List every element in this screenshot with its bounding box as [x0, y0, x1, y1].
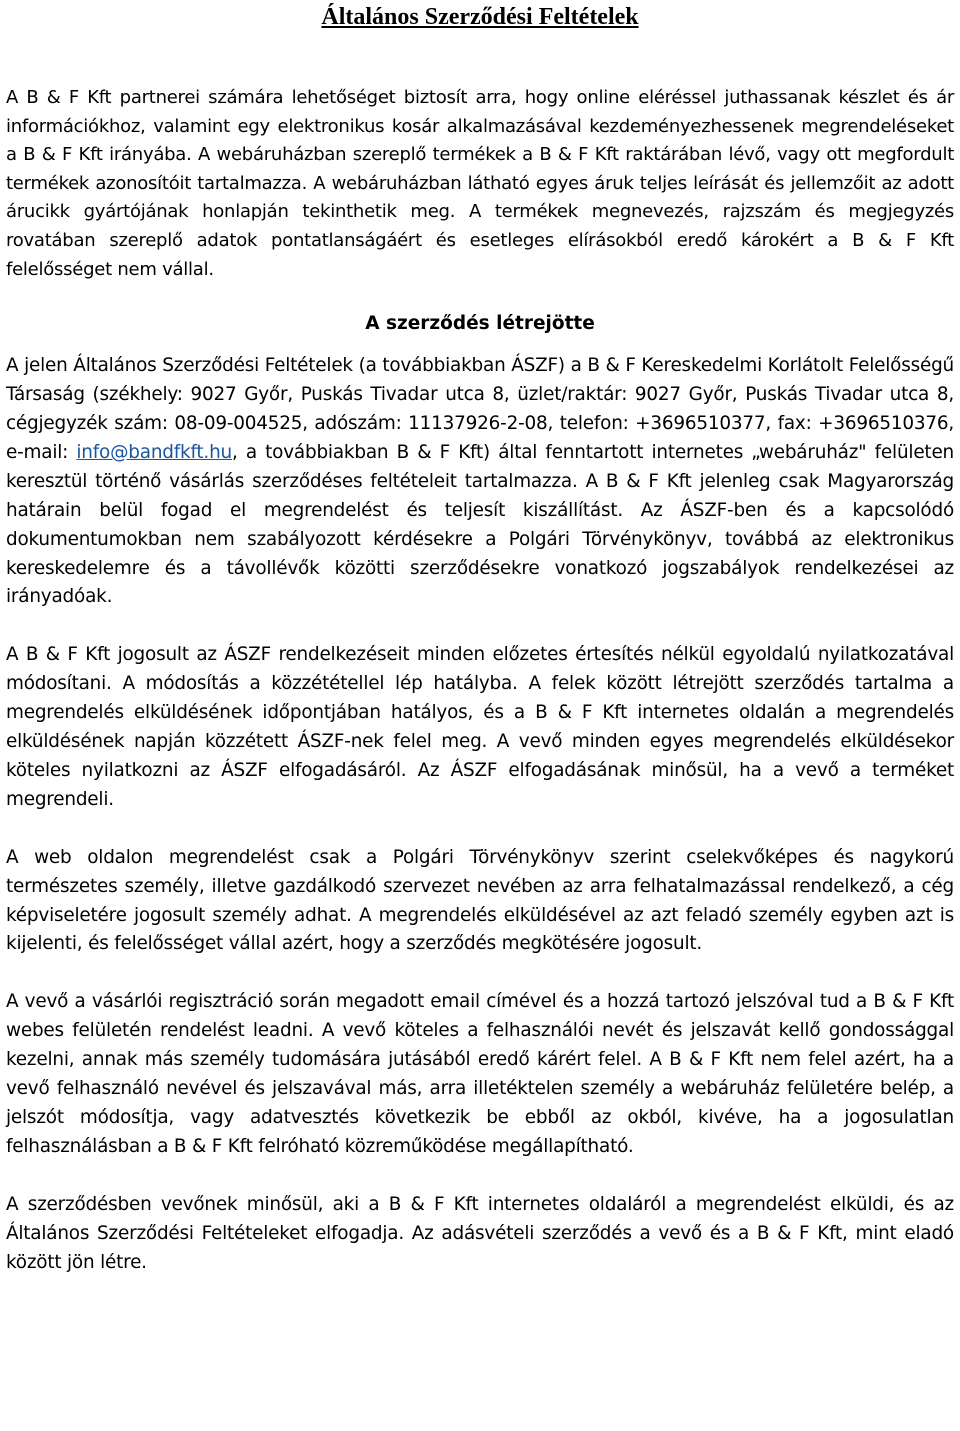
modification-paragraph: A B & F Kft jogosult az ÁSZF rendelkezéseit minden előzetes értesítés nélkül egyoldalú nyilatkozatával módosítani. A módosítás a közzététellel lép hatályba. A felek között létrejött szerződés tartalma a megrendelés elküldésének időpontjában hatályos, és a B & F Kft internetes oldalán a megrendelés elküldésének napján közzétett ÁSZF-nek felel meg. A vevő minden egyes megrendelés elküldésekor köteles nyilatkozni az ÁSZF elfogadásáról. Az ÁSZF elfogadásának minősül, ha a vevő a terméket megrendeli.	[6, 644, 954, 810]
company-details-paragraph	[6, 352, 954, 612]
section-title: A szerződés létrejötte	[365, 313, 595, 335]
intro-paragraph: A B & F Kft partnerei számára lehetőséget biztosít arra, hogy online eléréssel juthassanak készlet és ár információkhoz, valamint egy elektronikus kosár alkalmazásával kezdeményezhessenek megrendeléseket a B & F Kft irányába. A webáruházban szereplő termékek a B & F Kft raktárában lévő, vagy ott megfordult termékek azonosítóit tartalmazza. A webáruházban látható egyes áruk teljes leírását és jellemzőit az adott árucikk gyártójának honlapján tekinthetik meg. A termékek megnevezés, rajzszám és megjegyzés rovatában szereplő adatok pontatlanságáért és esetleges elírásokból eredő károkért a B & F Kft felelősséget nem vállal.	[6, 87, 954, 280]
company-details-text-continued: , a továbbiakban B & F Kft) által fenntartott internetes „webáruház" felületen keresztül történő vásárlás szerződéses feltételeit tartalmazza. A B & F Kft jelenleg csak Magyarország határain belül fogad el megrendelést és teljesít kiszállítást. Az ÁSZF-ben és a kapcsolódó dokumentumokban nem szabályozott kérdésekre a Polgári Törvénykönyv, továbbá az elektronikus kereskedelemre és a távollévők közötti szerződésekre vonatkozó jogszabályok rendelkezései az irányadóak.	[6, 441, 955, 608]
page-title: Általános Szerződési Feltételek	[321, 4, 639, 30]
document-page	[6, 0, 954, 1278]
buyer-definition-paragraph: A szerződésben vevőnek minősül, aki a B & F Kft internetes oldaláról a megrendelést elküldi, és az Általános Szerződési Feltételeket elfogadja. Az adásvételi szerződés a vevő és a B & F Kft, mint eladó között jön létre.	[6, 1193, 954, 1273]
company-details-text: A jelen Általános Szerződési Feltételek (a továbbiakban ÁSZF) a B & F Kereskedelmi Korlátolt Felelősségű Társaság (székhely: 9027 Győr, Puskás Tivadar utca 8, üzlet/raktár: 9027 Győr, Puskás Tivadar utca 8, cégjegyzék szám: 08-09-004525, adószám: 11137926-2-08, telefon: +3696510377, fax: +3696510376, e-mail:	[6, 355, 954, 463]
ordering-eligibility-paragraph: A web oldalon megrendelést csak a Polgári Törvénykönyv szerint cselekvőképes és nagykorú természetes személy, illetve gazdálkodó szervezet nevében az arra felhatalmazással rendelkező, a cég képviseletére jogosult személy adhat. A megrendelés elküldésével az azt feladó személy egyben azt is kijelenti, és felelősséget vállal azért, hogy a szerződés megkötésére jogosult.	[6, 846, 954, 955]
registration-paragraph: A vevő a vásárlói regisztráció során megadott email címével és a hozzá tartozó jelszóval tud a B & F Kft webes felületén rendelést leadni. A vevő köteles a felhasználói nevét és jelszavát kellő gondossággal kezelni, annak más személy tudomására jutásából eredő kárért felel. A B & F Kft nem felel azért, ha a vevő felhasználó nevével és jelszavával más, arra illetéktelen személy a webáruház felületére belép, a jelszót módosítja, vagy adatvesztés következik be ebből az okból, kivéve, ha a jogosulatlan felhasználásban a B & F Kft felróható közreműködése megállapítható.	[6, 991, 954, 1157]
email-link[interactable]: info@bandfkft.hu	[76, 441, 232, 463]
